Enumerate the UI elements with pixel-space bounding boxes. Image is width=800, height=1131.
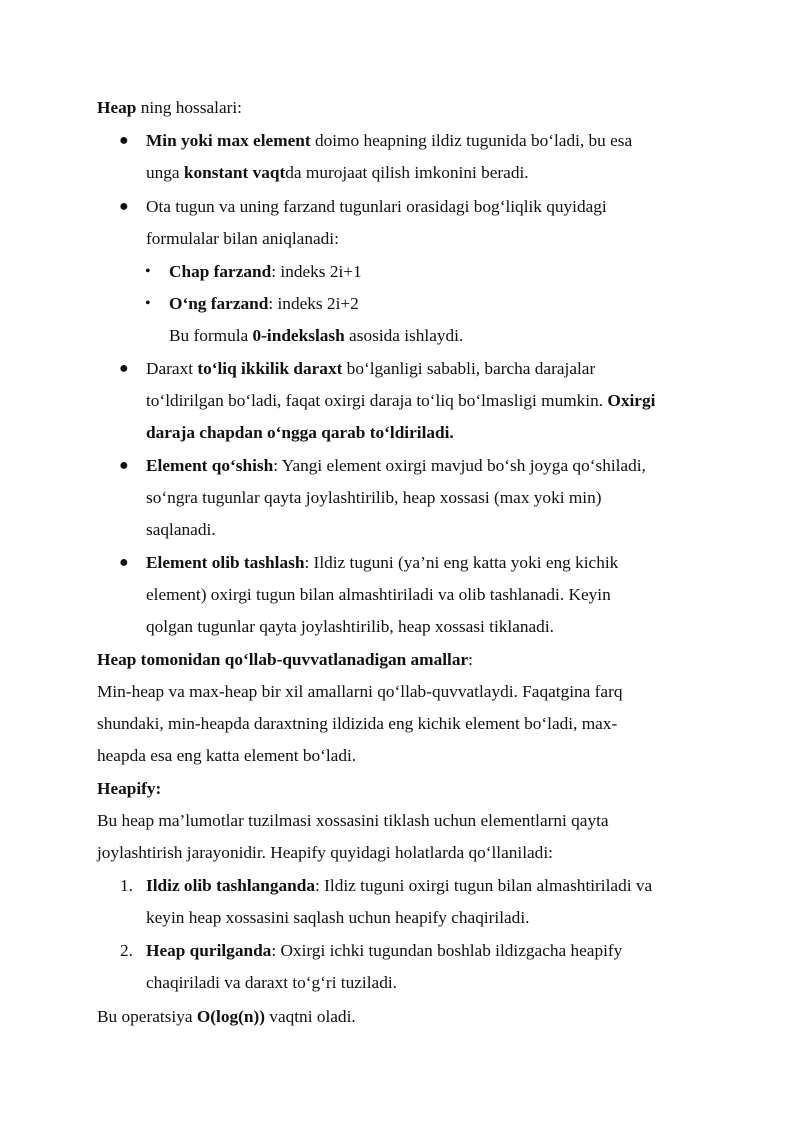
bullet-2-line-1: Ota tugun va uning farzand tugunlari orasidagi bog‘liqlik quyidagi — [146, 197, 607, 216]
bullet-1-line-2: unga konstant vaqtda murojaat qilish imkonini beradi. — [146, 163, 529, 182]
heapify-paragraph-line-2: joylashtirish jarayonidir. Heapify quyidagi holatlarda qo‘llaniladi: — [97, 843, 553, 862]
bullet-2-line-2: formulalar bilan aniqlanadi: — [146, 229, 339, 248]
list-number: 1. — [120, 876, 133, 895]
bullet-3-line-3: daraja chapdan o‘ngga qarab to‘ldiriladi. — [146, 423, 454, 442]
heapify-paragraph-line-1: Bu heap ma’lumotlar tuzilmasi xossasini tiklash uchun elementlarni qayta — [97, 811, 609, 830]
sub-bullet-right-child: O‘ng farzand: indeks 2i+2 — [169, 294, 359, 313]
bullet-3-line-2: to‘ldirilgan bo‘ladi, faqat oxirgi daraja to‘liq bo‘lmasligi mumkin. Oxirgi — [146, 391, 656, 410]
bullet-marker: ● — [119, 360, 129, 377]
complexity-sentence: Bu operatsiya O(log(n)) vaqtni oladi. — [97, 1007, 356, 1026]
numbered-item-2-line-1: Heap qurilganda: Oxirgi ichki tugundan boshlab ildizgacha heapify — [146, 941, 623, 960]
bullet-5-line-2: element) oxirgi tugun bilan almashtiriladi va olib tashlanadi. Keyin — [146, 585, 611, 604]
bullet-4-line-3: saqlanadi. — [146, 520, 216, 539]
properties-heading: Heap ning hossalari: — [97, 98, 242, 117]
sub-bullet-marker: • — [145, 295, 151, 312]
bullet-5-line-3: qolgan tugunlar qayta joylashtirilib, heap xossasi tiklanadi. — [146, 617, 554, 636]
bullet-5-line-1: Element olib tashlash: Ildiz tuguni (ya’ni eng katta yoki eng kichik — [146, 553, 619, 572]
bullet-marker: ● — [119, 554, 129, 571]
bullet-4-line-2: so‘ngra tugunlar qayta joylashtirilib, heap xossasi (max yoki min) — [146, 488, 602, 507]
formula-note: Bu formula 0-indekslash asosida ishlaydi. — [169, 326, 464, 345]
sub-bullet-marker: • — [145, 263, 151, 280]
bullet-marker: ● — [119, 198, 129, 215]
bullet-marker: ● — [119, 132, 129, 149]
sub-bullet-left-child: Chap farzand: indeks 2i+1 — [169, 262, 362, 281]
heapify-heading: Heapify: — [97, 779, 162, 798]
list-number: 2. — [120, 941, 133, 960]
bullet-4-line-1: Element qo‘shish: Yangi element oxirgi mavjud bo‘sh joyga qo‘shiladi, — [146, 456, 646, 475]
bullet-3-line-1: Daraxt to‘liq ikkilik daraxt bo‘lganligi sababli, barcha darajalar — [146, 359, 596, 378]
numbered-item-1-line-1: Ildiz olib tashlanganda: Ildiz tuguni oxirgi tugun bilan almashtiriladi va — [146, 876, 653, 895]
bullet-marker: ● — [119, 457, 129, 474]
operations-heading: Heap tomonidan qo‘llab-quvvatlanadigan amallar: — [97, 650, 473, 669]
bullet-1-line-1: Min yoki max element doimo heapning ildiz tugunida bo‘ladi, bu esa — [146, 131, 633, 150]
operations-paragraph-line-3: heapda esa eng katta element bo‘ladi. — [97, 746, 357, 765]
operations-paragraph-line-2: shundaki, min-heapda daraxtning ildizida eng kichik element bo‘ladi, max- — [97, 714, 618, 733]
numbered-item-2-line-2: chaqiriladi va daraxt to‘g‘ri tuziladi. — [146, 973, 397, 992]
numbered-item-1-line-2: keyin heap xossasini saqlash uchun heapify chaqiriladi. — [146, 908, 530, 927]
operations-paragraph-line-1: Min-heap va max-heap bir xil amallarni qo‘llab-quvvatlaydi. Faqatgina farq — [97, 682, 623, 701]
